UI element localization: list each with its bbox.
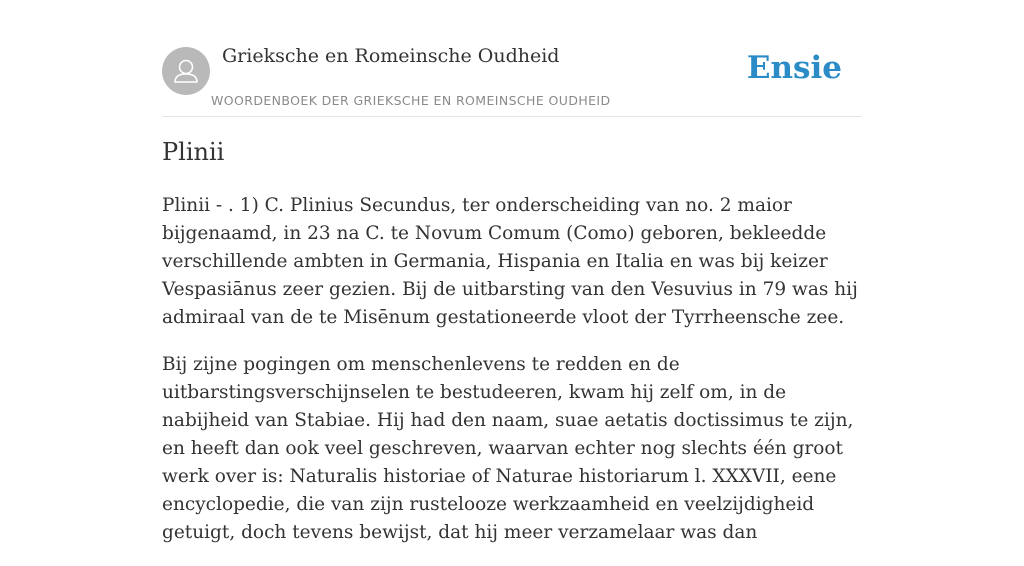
user-placeholder-icon: [162, 47, 210, 95]
entry-body: [162, 192, 864, 566]
source-subtitle: WOORDENBOEK DER GRIEKSCHE EN ROMEINSCHE OUDHEID: [211, 93, 611, 108]
avatar[interactable]: [162, 47, 210, 95]
entry-paragraph: Bij zijne pogingen om menschenlevens te redden en de uitbarstingsverschijnselen te bestudeeren, kwam hij zelf om, in de nabijheid van Stabiae. Hij had den naam, suae aetatis doctissimus te zijn, en heeft dan ook veel geschreven, waarvan echter nog slechts één groot werk over is: Naturalis historiae of Naturae historiarum l. XXXVII, eene encyclopedie, die van zijn rustelooze werkzaamheid en veelzijdigheid getuigt, doch tevens bewijst, dat hij meer verzamelaar was dan: [162, 354, 854, 543]
entry-title: Plinii: [162, 138, 225, 166]
source-title-link[interactable]: Grieksche en Romeinsche Oudheid: [222, 45, 560, 67]
header: [162, 0, 862, 117]
brand-logo[interactable]: Ensie: [746, 50, 842, 86]
entry-paragraph: Plinii - . 1) C. Plinius Secundus, ter onderscheiding van no. 2 maior bijgenaamd, in 23 na C. te Novum Comum (Como) geboren, bekleedde verschillende ambten in Germania, Hispania en Italia en was bij keizer Vespasiānus zeer gezien. Bij de uitbarsting van den Vesuvius in 79 was hij admiraal van de te Misēnum gestationeerde vloot der Tyrrheensche zee.: [162, 195, 858, 328]
